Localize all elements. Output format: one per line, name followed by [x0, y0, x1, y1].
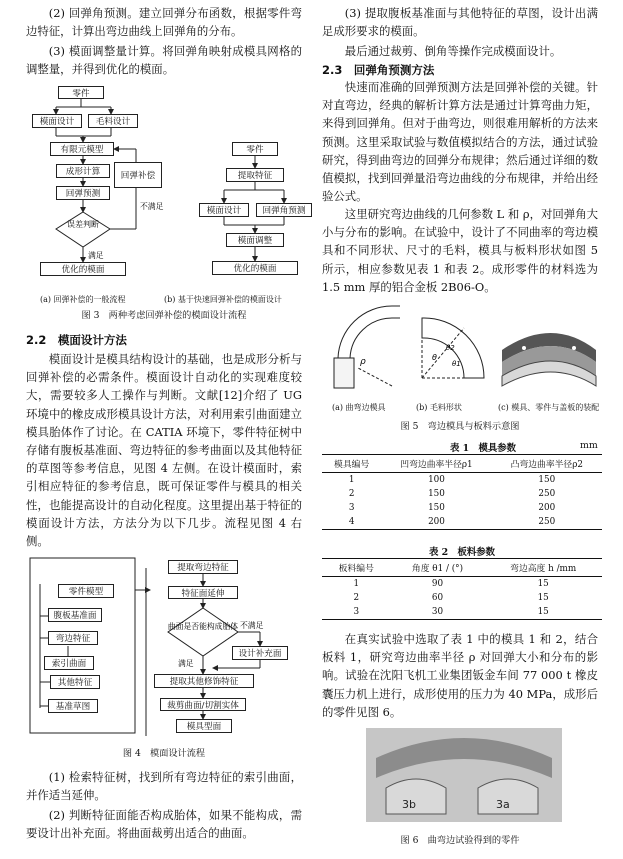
table-cell: 200 [538, 503, 556, 513]
node-extract-feature: 提取特征 [226, 168, 284, 182]
node-die-adjust: 模面调整 [226, 233, 284, 247]
section-2-3-title: 2.3 回弹角预测方法 [322, 63, 435, 77]
table1-header: 凸弯边曲率半径ρ2 [510, 460, 583, 470]
fig4-caption: 图 4 模面设计流程 [122, 748, 206, 759]
fig5-sub-a: (a) 曲弯边模具 [332, 403, 386, 412]
table-cell: 3 [353, 607, 360, 617]
para-final: 最后通过裁剪、倒角等操作完成模面设计。 [344, 44, 562, 58]
fig5-sub-c: (c) 模具、零件与盖板的装配 [498, 403, 600, 412]
node-part: 零件 [58, 86, 104, 99]
figure-5-drawings [324, 298, 606, 400]
node-optimized-die-b: 优化的模面 [212, 261, 298, 275]
figure-6-photo [366, 728, 562, 822]
para-step2: (2) 判断特征面能否构成胎体，如果不能构成，需要设计出补充面。将曲面裁剪出适合的曲面。 [26, 808, 302, 841]
table-cell: 60 [431, 593, 444, 603]
para-die-adjustment: (3) 模面调整量计算。将回弹角映射成模具网格的调整量，并得到优化的模面。 [26, 44, 302, 77]
tree-other-feature: 其他特征 [50, 675, 100, 689]
flow-extract-other: 提取其他修饰特征 [154, 674, 254, 688]
node-optimized-die: 优化的模面 [40, 262, 126, 276]
table-cell: 150 [428, 503, 445, 513]
para-springback-prediction: (2) 回弹角预测。建立回弹分布函数，根据零件弯边特征，计算出弯边曲线上回弹角的分布。 [26, 6, 302, 39]
node-error-judge: 误差判断 [67, 220, 99, 229]
label-fig4-not-satisfied: 不满足 [240, 621, 264, 630]
table1-header: 模具编号 [334, 460, 370, 470]
table-row [322, 577, 602, 592]
flow-extend-surface: 特征面延伸 [168, 586, 238, 599]
tree-flange-feature: 弯边特征 [48, 631, 98, 645]
table-cell: 2 [348, 489, 355, 499]
table-cell: 100 [428, 475, 445, 485]
node-part-b: 零件 [232, 142, 278, 156]
fig5-label-theta: θ [432, 353, 437, 362]
section-2-2-body: 模面设计是模具结构设计的基础，也是成形分析与回弹补偿的必需条件。模面设计自动化的实现难度较大，需要较多人工操作与判断。文献[12]介绍了 UG 环境中的橡皮成形模具设计方法，对利用索引曲面建立模具胎体作了讨论。在 CATIA 环境下，零件特征树中存储有腹板基准面、弯边特征的参考曲面以及其他特征的草图等参考信息，见图 4 左侧。在设计模面时，索引相应特征的参考信息，既可保证零件与模具的相关性，也能提高设计的自动化程度。这里提出基于特征的模面设计方法，方法分为以下几步。流程见图 4 右侧。 [26, 352, 302, 549]
table-cell: 15 [537, 579, 549, 589]
table2-header: 弯边高度 h /mm [510, 564, 577, 574]
table-cell: 30 [431, 607, 444, 617]
node-die-design-b: 模面设计 [199, 203, 249, 217]
table2-title: 表 2 板料参数 [428, 547, 496, 558]
fig3-caption: 图 3 两种考虑回弹补偿的模面设计流程 [81, 310, 247, 321]
fig5-caption: 图 5 弯边模具与板料示意图 [400, 421, 520, 432]
fig5-assembly-render [502, 333, 596, 386]
table-cell: 250 [538, 517, 556, 527]
table-row [322, 515, 602, 530]
label-not-satisfied: 不满足 [140, 202, 164, 211]
table-row [322, 473, 602, 488]
table1-header: 凹弯边曲率半径ρ1 [400, 460, 473, 470]
figure-6-drawing [366, 728, 562, 822]
label-fig4-satisfied: 满足 [178, 659, 194, 668]
table-row [322, 501, 602, 515]
section-2-3-body: 快速而准确的回弹预测方法是回弹补偿的关键。针对直弯边，经典的解析计算方法是通过计算弯曲力矩，来得到回弹角。但对于曲弯边，则很难用解析的方法来预测。这里采取试验与数值模拟结合的方法，通过试验研究，得到曲弯边的回弹分布规律；然后通过详细的数值模拟，找到回弹量沿弯边曲线的分布规律，并给出经验公式。 [322, 80, 598, 204]
table-row [322, 605, 602, 620]
para-step3: (3) 提取腹板基准面与其他特征的草图，设计出满足成形要求的模面。 [322, 6, 598, 39]
table2-header: 板料编号 [338, 564, 374, 574]
tree-index-surface: 索引曲面 [44, 656, 94, 670]
table1-unit: mm [580, 440, 598, 451]
figure-5 [324, 298, 606, 400]
table-cell: 1 [353, 579, 360, 589]
fig3-sub-b: (b) 基于快速回弹补偿的模面设计 [164, 295, 282, 304]
table-cell: 15 [537, 607, 549, 617]
fig6-mark-a: 3b [402, 798, 416, 811]
node-fe-model: 有限元模型 [50, 142, 114, 156]
flow-die-surface: 模具型面 [176, 719, 232, 733]
tree-web-datum: 腹板基准面 [48, 608, 102, 622]
table-cell: 15 [537, 593, 549, 603]
node-forming-calc: 成形计算 [56, 164, 110, 178]
table-2 [322, 544, 602, 620]
table1-title: 表 1 模具参数 [450, 443, 517, 454]
fig5-sub-b: (b) 毛料形状 [416, 403, 462, 412]
table-row [322, 591, 602, 605]
flow-design-supp: 设计补充面 [232, 646, 288, 660]
table-cell: 150 [428, 489, 445, 499]
fig5-label-theta1: θ1 [452, 360, 461, 368]
fig5-label-rho: ρ [360, 357, 366, 367]
table-cell: 3 [348, 503, 355, 513]
fig6-mark-b: 3a [496, 798, 510, 811]
node-springback-pred: 回弹预测 [56, 186, 110, 200]
node-springback-angle: 回弹角预测 [256, 203, 312, 217]
table-cell: 200 [428, 517, 445, 527]
table-cell: 2 [353, 593, 360, 603]
table-cell: 150 [538, 475, 556, 485]
flow-trim: 裁剪曲面/切割实体 [160, 698, 246, 711]
node-blank-design: 毛料设计 [88, 114, 138, 128]
fig6-caption: 图 6 曲弯边试验得到的零件 [400, 835, 520, 846]
para-experiment: 在真实试验中选取了表 1 中的模具 1 和 2，结合板料 1，研究弯边曲率半径 ρ 对回弹大小和分布的影响。试验在沈阳飞机工业集团钣金车间 77 000 t 橡皮囊压力机上进行，成形使用的压力为 40 MPa，成形后的零件见图 6。 [322, 632, 598, 719]
flow-extract-flange: 提取弯边特征 [168, 560, 238, 574]
table-cell: 1 [348, 475, 355, 485]
figure-4 [28, 556, 306, 736]
tree-part-model: 零件模型 [58, 584, 114, 598]
fig5-label-theta2: θ2 [446, 344, 455, 352]
table-row [322, 487, 602, 501]
node-can-form-body: 曲面是否能构成胎体 [167, 622, 239, 631]
node-die-design: 模面设计 [32, 114, 82, 128]
table2-header: 角度 θ1 / (°) [411, 564, 464, 574]
section-2-2-title: 2.2 模面设计方法 [26, 333, 127, 347]
table-cell: 250 [538, 489, 556, 499]
table-1 [322, 440, 602, 530]
label-satisfied: 满足 [88, 251, 104, 260]
fig3-sub-a: (a) 回弹补偿的一般流程 [40, 295, 126, 304]
node-springback-comp: 回弹补偿 [114, 162, 162, 188]
para-step1: (1) 检索特征树，找到所有弯边特征的索引曲面，并作适当延伸。 [26, 770, 302, 803]
table-cell: 90 [431, 579, 444, 589]
tree-datum-sketch: 基准草图 [48, 699, 98, 713]
section-2-3-body2: 这里研究弯边曲线的几何参数 L 和 ρ，对回弹角大小与分布的影响。在试验中，设计了不同曲率的弯边模具和不同形状、尺寸的毛料，模具与板料形状如图 5 所示，相应参数见表 1 和表 2。成形零件的材料选为 1.5 mm 厚的铝合金板 2B06-O。 [322, 207, 598, 294]
figure-3 [26, 84, 306, 284]
table-cell: 4 [348, 517, 355, 527]
